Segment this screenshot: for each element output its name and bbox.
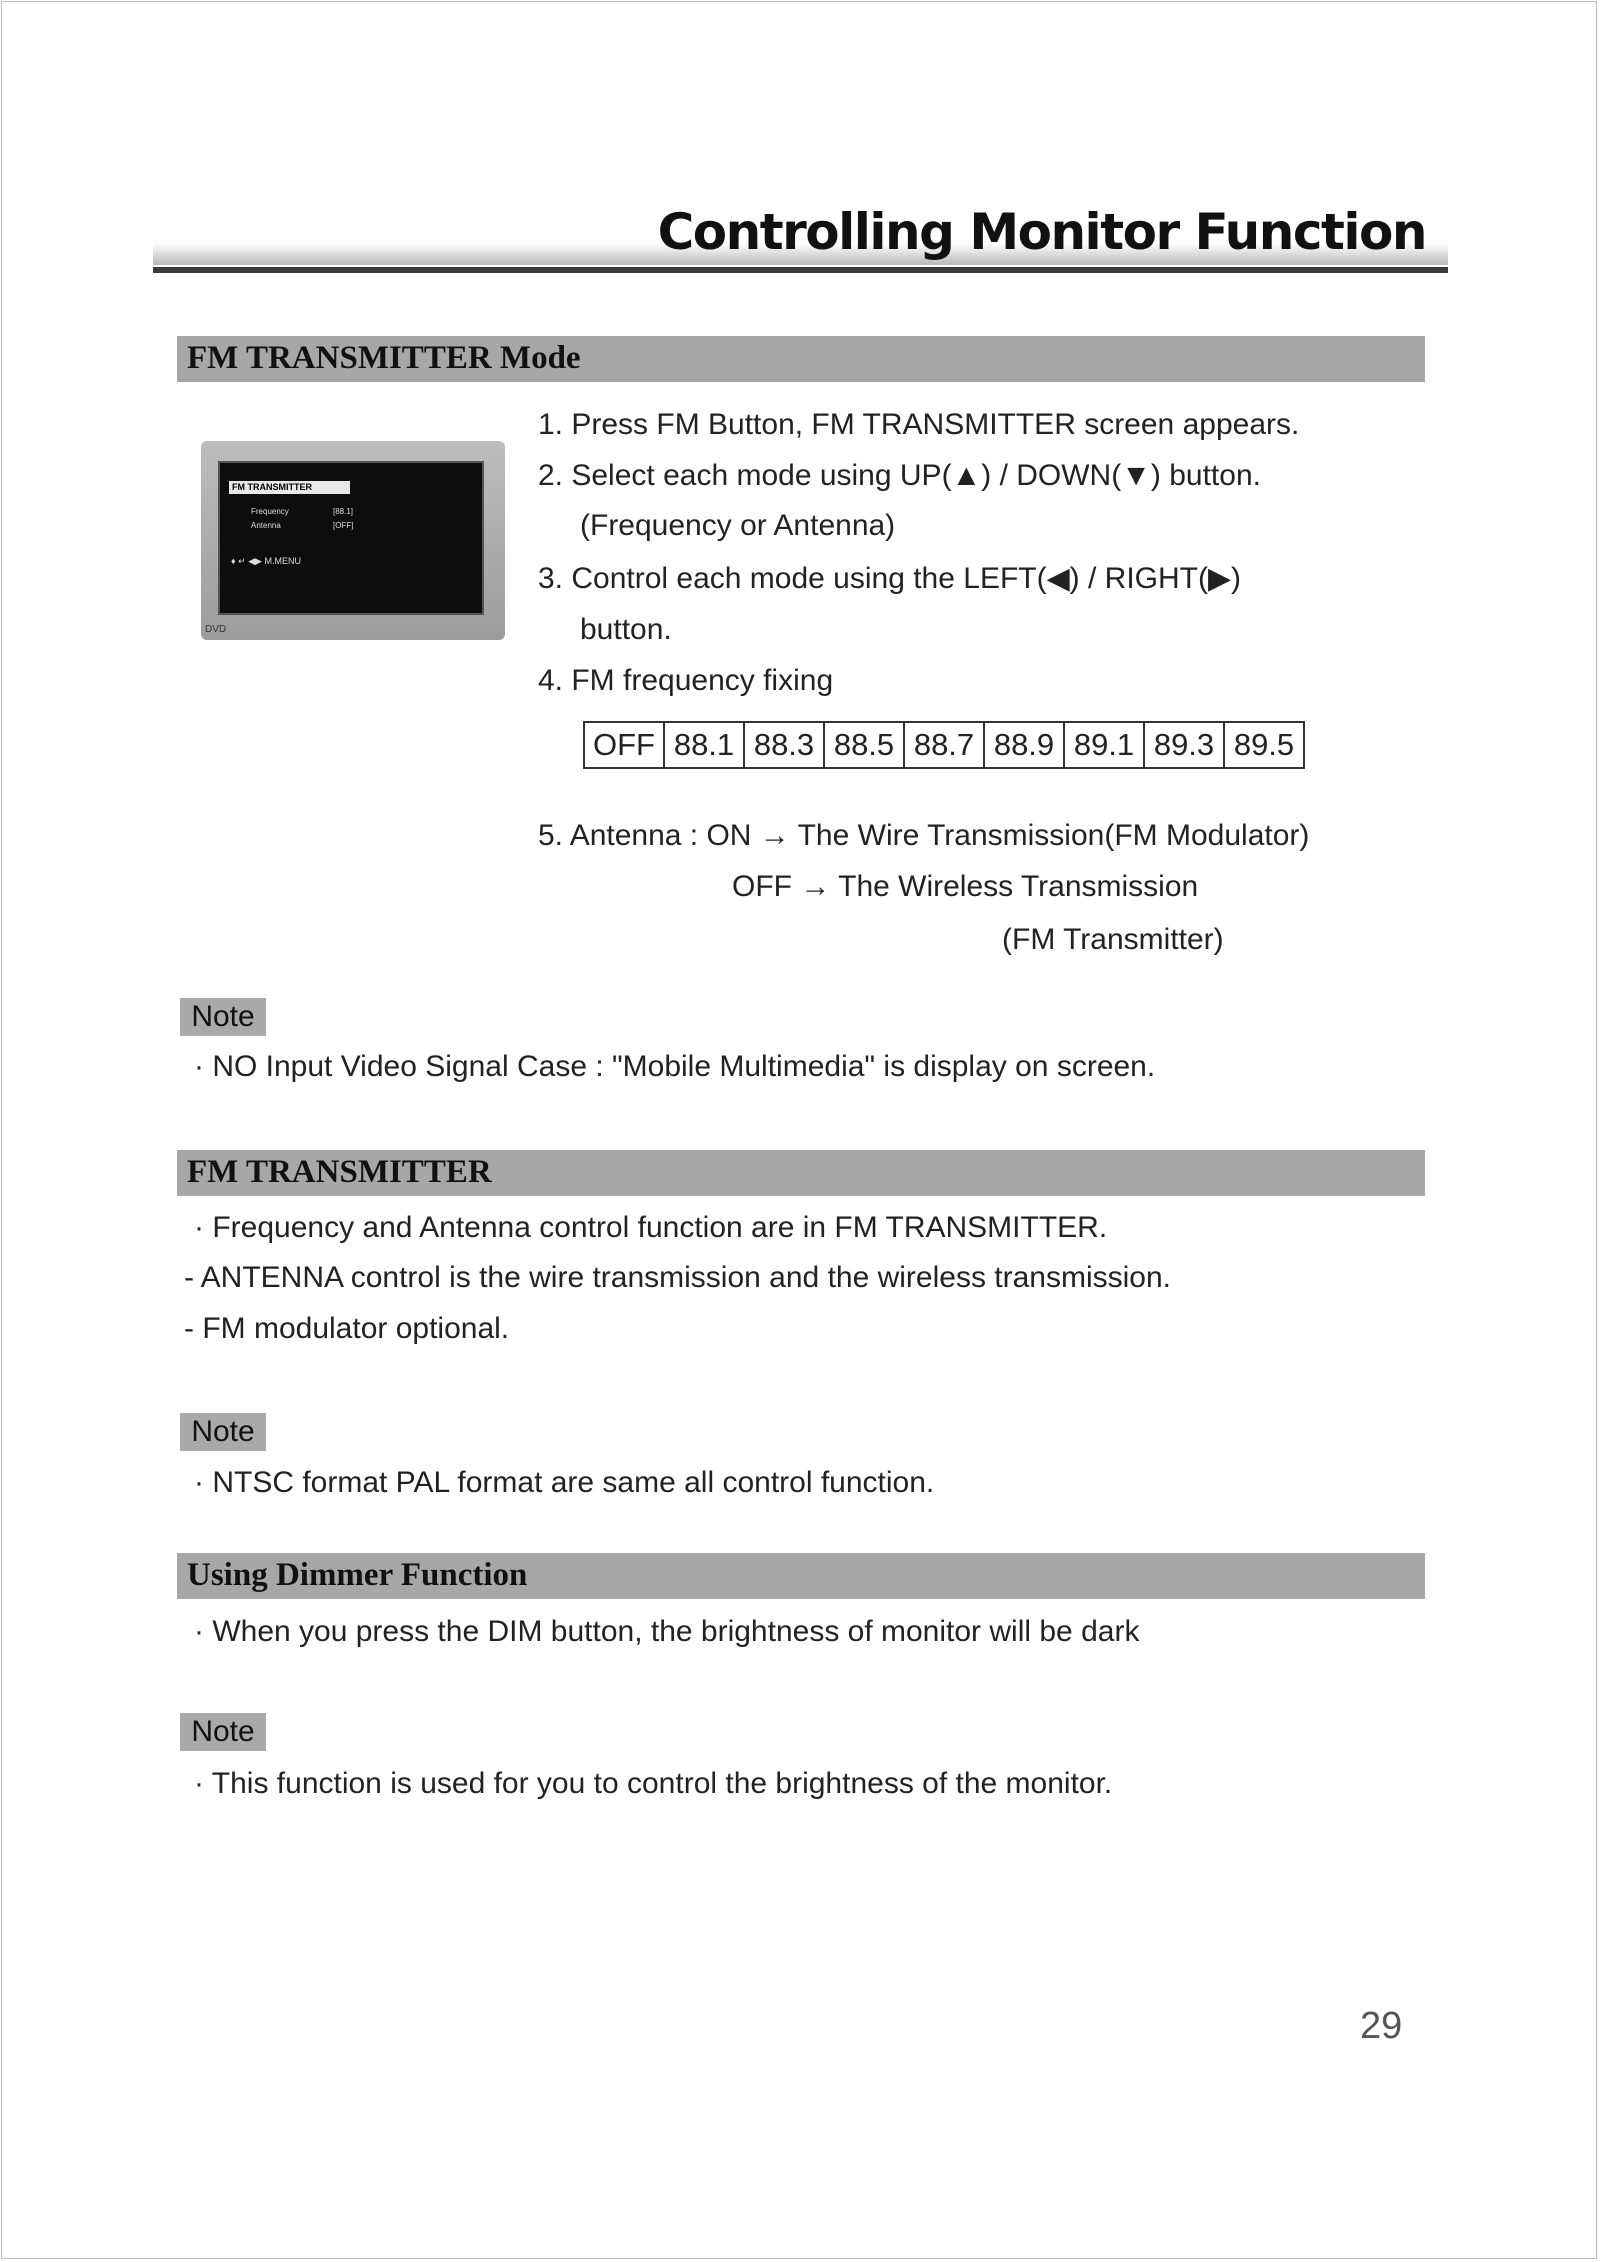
section-header-fm-transmitter: [177, 1150, 1425, 1196]
frequency-cell: 89.3: [1144, 722, 1224, 768]
frequency-cell: 89.5: [1224, 722, 1304, 768]
step-1: 1. Press FM Button, FM TRANSMITTER screen appears.: [538, 408, 1300, 441]
osd-frequency-label: Frequency: [251, 507, 289, 516]
note-text: · NTSC format PAL format are same all control function.: [194, 1466, 935, 1499]
frequency-cell: 88.9: [984, 722, 1064, 768]
page-header: [153, 195, 1448, 282]
osd-footer: ♦ ↵ ◀▶ M.MENU: [231, 556, 301, 566]
frequency-cell: OFF: [584, 722, 664, 768]
header-rule: [153, 267, 1448, 273]
step-3: 3. Control each mode using the LEFT(◀) / RIGHT(▶): [538, 562, 1242, 595]
osd-antenna-value: [OFF]: [333, 521, 354, 530]
frequency-table: [583, 721, 1305, 769]
page-title: Controlling Monitor Function: [657, 203, 1426, 261]
fm-transmitter-line-2: - ANTENNA control is the wire transmission and the wireless transmission.: [184, 1261, 1172, 1294]
section-title: Using Dimmer Function: [187, 1557, 528, 1593]
antenna-line-3: (FM Transmitter): [1002, 923, 1224, 956]
step-3-detail: button.: [580, 613, 672, 646]
note-text: · This function is used for you to control the brightness of the monitor.: [194, 1767, 1113, 1800]
frequency-cell: 88.5: [824, 722, 904, 768]
note-text: · NO Input Video Signal Case : "Mobile Multimedia" is display on screen.: [194, 1050, 1156, 1083]
frequency-cell: 88.1: [664, 722, 744, 768]
fm-transmitter-line-1: · Frequency and Antenna control function are in FM TRANSMITTER.: [194, 1211, 1108, 1244]
fm-transmitter-line-3: - FM modulator optional.: [184, 1312, 510, 1345]
frequency-cell: 88.3: [744, 722, 824, 768]
dimmer-line-1: · When you press the DIM button, the brightness of monitor will be dark: [194, 1615, 1140, 1648]
osd-antenna-label: Antenna: [251, 521, 281, 530]
section-header-dimmer: [177, 1553, 1425, 1599]
step-2-detail: (Frequency or Antenna): [580, 509, 896, 542]
section-title: FM TRANSMITTER Mode: [187, 340, 581, 376]
antenna-line-2: OFF → The Wireless Transmission: [732, 870, 1199, 903]
section-title: FM TRANSMITTER: [187, 1154, 492, 1190]
note-label: Note: [180, 1713, 266, 1751]
step-4: 4. FM frequency fixing: [538, 664, 834, 697]
step-2: 2. Select each mode using UP(▲) / DOWN(▼) button.: [538, 459, 1261, 492]
frequency-cell: 88.7: [904, 722, 984, 768]
osd-frequency-value: [88.1]: [333, 507, 354, 516]
page-number: 29: [1360, 2005, 1403, 2047]
dvd-logo: DVD: [205, 624, 227, 635]
monitor-illustration: [201, 441, 505, 640]
osd-title: FM TRANSMITTER: [229, 481, 350, 494]
note-label: Note: [180, 1413, 266, 1451]
section-header-fm-mode: [177, 336, 1425, 382]
frequency-cell: 89.1: [1064, 722, 1144, 768]
antenna-line-1: 5. Antenna : ON → The Wire Transmission(FM Modulator): [538, 819, 1310, 852]
note-label: Note: [180, 998, 266, 1036]
